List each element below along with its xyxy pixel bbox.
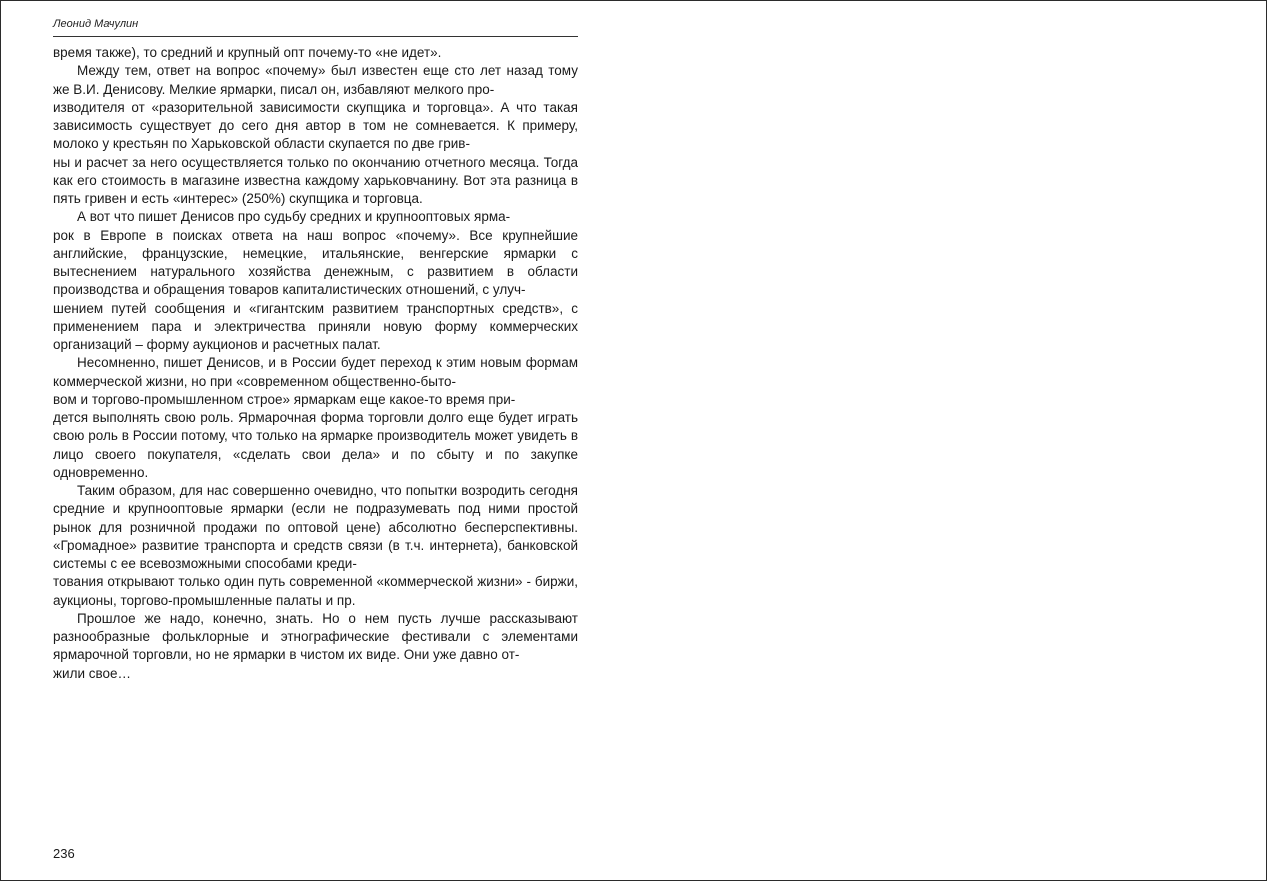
paragraph: время также), то средний и крупный опт почему-то «не идет».: [53, 45, 442, 60]
running-head: Леонид Мачулин: [53, 17, 578, 37]
paragraph: Между тем, ответ на вопрос «почему» был известен еще сто лет назад тому же В.И. Денисову. Мелкие ярмарки, писал он, избавляют мелкого про- изводителя от «разорительной зависимости скупщика и торговца». А что такая зависимость существует до сего дня автор в том не сомневается. К примеру, молоко у крестьян по Харьковской области скупается по две грив- ны и расчет за него осуществляется только по окончанию отчетного месяца. Тогда как его стоимость в магазине известна каждому харьковчанину. Вот эта разница в пять гривен и есть «интерес» (250%) скупщика и торговца.: [53, 63, 578, 206]
body-text: [53, 44, 578, 683]
paragraph: Несомненно, пишет Денисов, и в России будет переход к этим новым формам коммерческой жизни, но при «современном общественно-быто- вом и торгово-промышленном строе» ярмаркам еще какое-то время при- дется выполнять свою роль. Ярмарочная форма торговли долго еще будет играть свою роль в России потому, что только на ярмарке производитель может увидеть в лицо своего покупателя, «сделать свои дела» и по сбыту и по закупке одновременно.: [53, 355, 578, 480]
paragraph: А вот что пишет Денисов про судьбу средних и крупнооптовых ярма- рок в Европе в поисках ответа на наш вопрос «почему». Все крупнейшие английские, французские, немецкие, итальянские, венгерские ярмарки с вытеснением натурального хозяйства денежным, с развитием в области производства и обращения товаров капиталистических отношений, с улуч- шением путей сообщения и «гигантским развитием транспортных средств», с применением пара и электричества приняли новую форму коммерческих организаций – форму аукционов и расчетных палат.: [53, 209, 578, 352]
page-number: 236: [53, 846, 75, 861]
paragraph: Таким образом, для нас совершенно очевидно, что попытки возродить сегодня средние и крупнооптовые ярмарки (если не подразумевать под ними простой рынок для розничной продажи по оптовой цене) абсолютно бесперспективны. «Громадное» развитие транспорта и средств связи (в т.ч. интернета), банковской системы с ее всевозможными способами креди- тования открывают только один путь современной «коммерческой жизни» - биржи, аукционы, торгово-промышленные палаты и пр.: [53, 483, 578, 608]
left-page: [53, 1, 580, 882]
paragraph: Прошлое же надо, конечно, знать. Но о нем пусть лучше рассказывают разнообразные фольклорные и этнографические фестивали с элементами ярмарочной торговли, но не ярмарки в чистом их виде. Они уже давно от- жили свое…: [53, 610, 578, 681]
